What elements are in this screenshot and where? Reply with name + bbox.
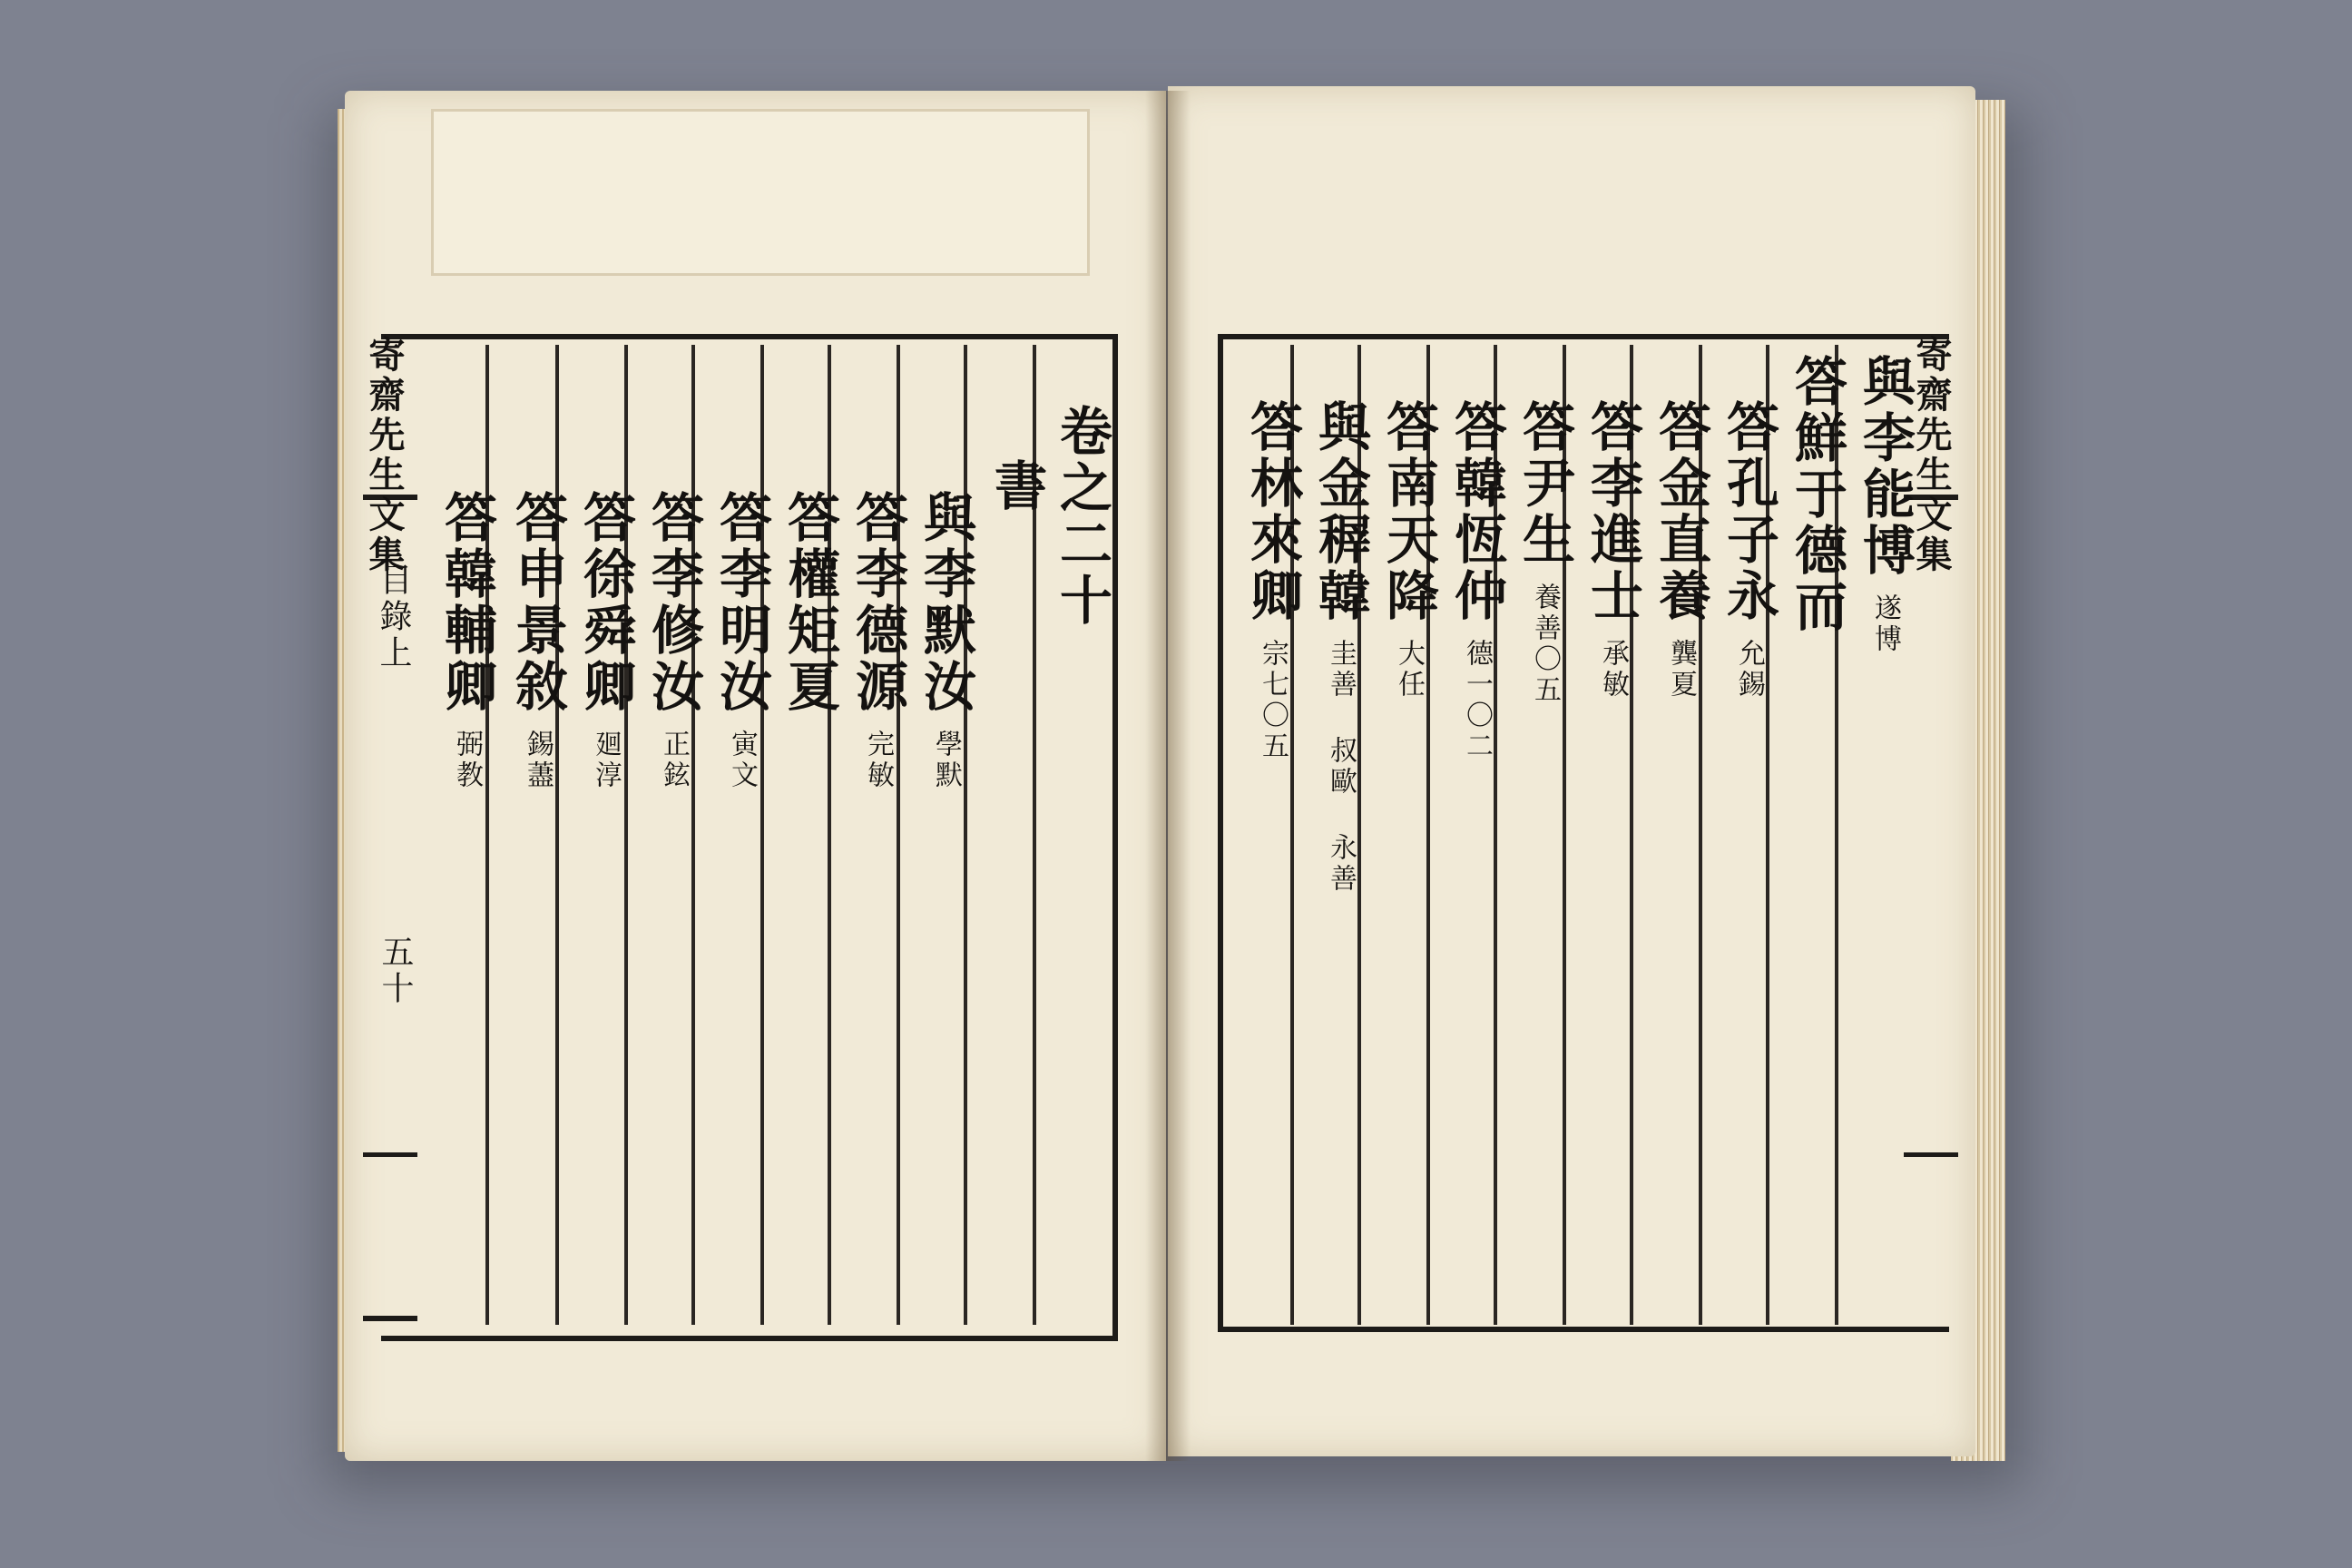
book-gutter [1145, 91, 1191, 1461]
toc-entry: 與金稺韓圭善 叔歐 永善 [1309, 399, 1371, 895]
left-margin-section: 目錄上 [375, 563, 412, 671]
left-margin-title: 寄齋先生文集 [363, 336, 406, 575]
paper-repair-patch [431, 109, 1090, 276]
toc-entry: 答韓輔卿弼教 [436, 490, 497, 791]
toc-entry: 答申景敘錫藎 [506, 490, 568, 791]
toc-entry: 與李能博遂博 [1854, 354, 1916, 655]
toc-entry: 答權矩夏 [779, 490, 840, 715]
left-margin-mark [363, 1316, 417, 1321]
toc-entry: 答金直養龔夏 [1650, 399, 1711, 701]
toc-entry: 答林來卿宗七〇五 [1241, 399, 1303, 762]
toc-entry: 答孔子永允錫 [1718, 399, 1779, 701]
toc-entry: 答鮮于德而 [1786, 354, 1847, 635]
toc-entry: 答李明汝寅文 [710, 490, 772, 791]
right-margin-title: 寄齋先生文集 [1910, 336, 1953, 575]
toc-entry: 答尹生養善〇五 [1514, 399, 1575, 706]
right-fishtail-bottom [1904, 1152, 1958, 1157]
toc-entry: 答南天降大任 [1377, 399, 1439, 701]
toc-entry: 答徐舜卿廻淳 [574, 490, 636, 791]
toc-entry: 與李默汝學默 [915, 490, 976, 791]
toc-entry: 答李修汝正鉉 [642, 490, 704, 791]
volume-heading: 卷之二十 [1051, 404, 1112, 629]
category-heading: 書 [985, 458, 1047, 514]
toc-entry: 答李進士承敏 [1582, 399, 1643, 701]
toc-entry: 答李德源完敏 [847, 490, 908, 791]
left-fishtail-bottom [363, 1152, 417, 1157]
toc-entry: 答韓恆仲德一〇二 [1446, 399, 1507, 762]
left-folio-number: 五十 [377, 935, 414, 1007]
